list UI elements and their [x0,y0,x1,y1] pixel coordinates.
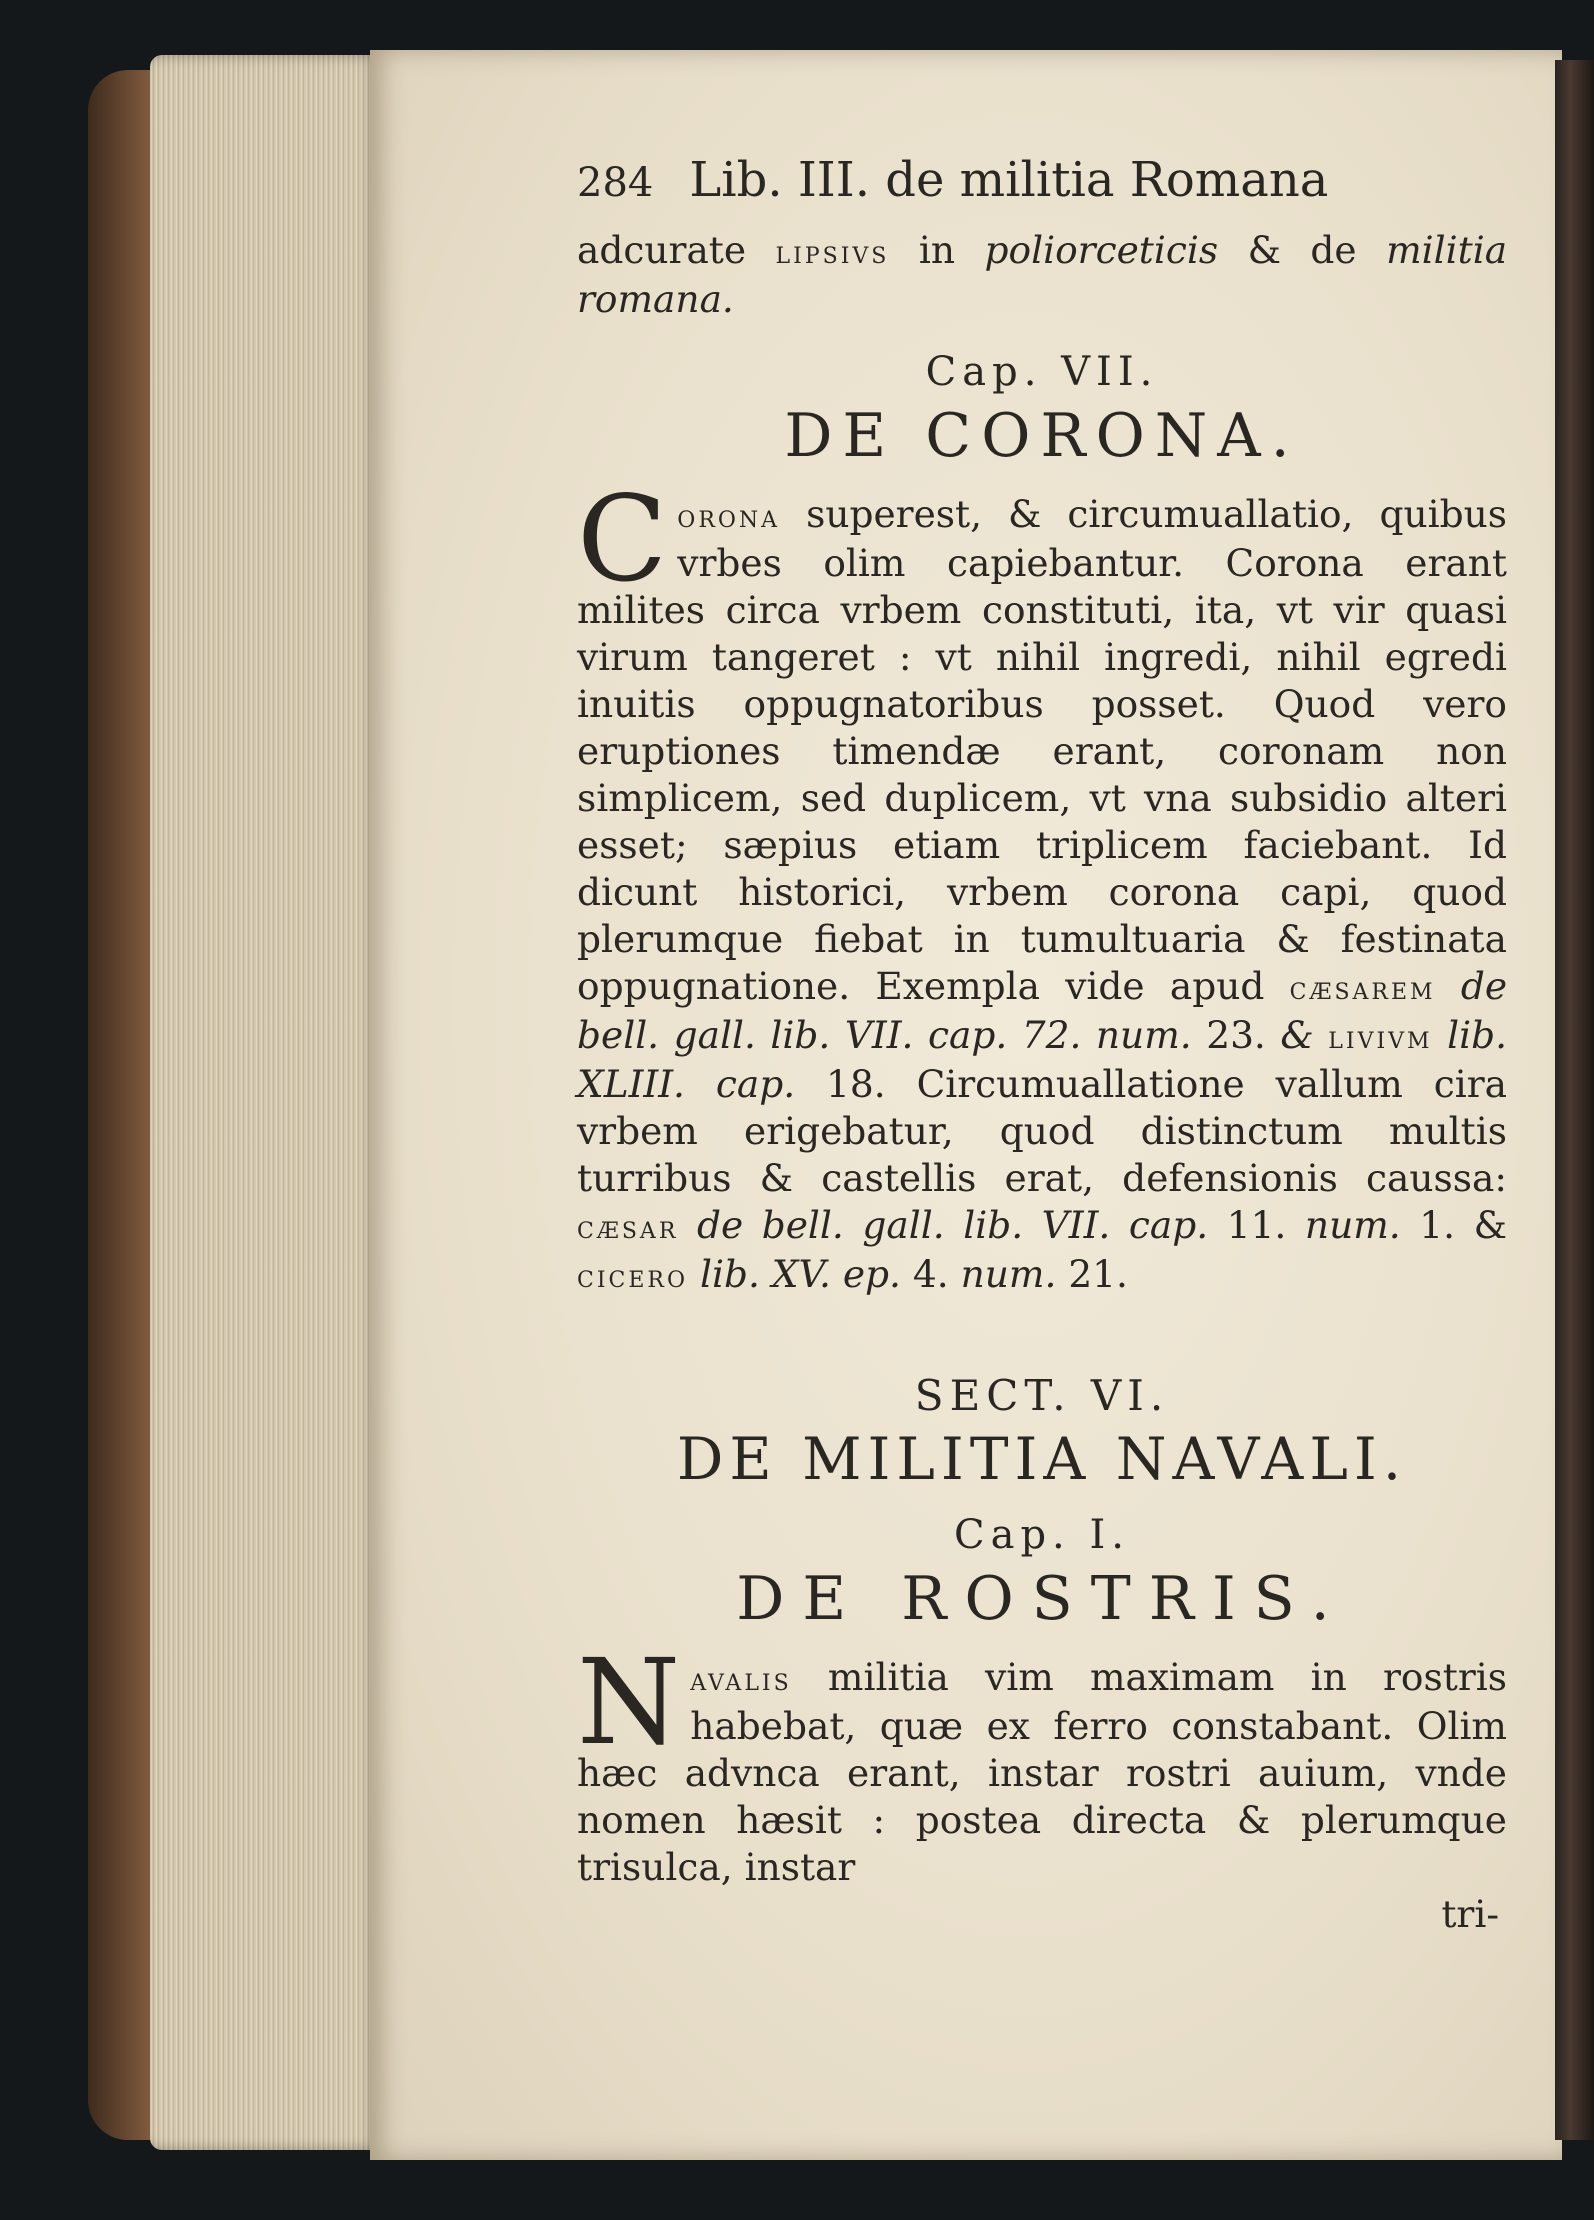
intro-text: adcurate [577,228,747,272]
author-name: lipsivs [775,233,890,271]
page-content [577,150,1507,1938]
section-label: SECT. VI. [914,1371,1170,1420]
conjunction: & [1280,1013,1314,1057]
page-number: 284 [577,160,654,206]
work-title: militia romana. [577,228,1508,321]
conjunction: & [1473,1203,1508,1247]
drop-cap: N [577,1633,681,1771]
chapter-label: Cap. VII. [925,349,1159,395]
body-text: Circumuallatione vallum cira vrbem erigebatur, quod distinctum multis turribus & castellis erat, defensionis caussa: [577,1062,1508,1200]
body-text: militia vim maximam in rostris habebat, quæ ex ferro constabant. Olim hæc advnca erant, instar rostri auium, vnde nomen hæsit : postea directa & plerumque trisulca, instar [577,1655,1507,1889]
facing-page-edge [1555,60,1594,2140]
drop-cap: C [577,470,668,608]
running-head [577,150,1507,213]
intro-paragraph [577,227,1507,323]
lead-word: orona [677,497,781,535]
citation: de bell. gall. lib. VII. cap. 72. num. [577,964,1508,1057]
author-name: livivm [1328,1018,1433,1056]
citation-number: 23. [1206,1013,1266,1057]
citation: lib. XV. ep. [699,1252,901,1296]
chapter-label: Cap. I. [953,1512,1130,1558]
citation: num. [1304,1203,1401,1247]
citation-number: 1. [1419,1203,1456,1247]
catchword: tri- [1441,1892,1499,1936]
citation: de bell. gall. lib. VII. cap. [696,1203,1209,1247]
author-name: cicero [577,1257,689,1295]
author-name: cæsar [577,1208,679,1246]
citation: num. [960,1252,1057,1296]
lead-word: avalis [690,1660,792,1698]
body-text: superest, & circumuallatio, quibus vrbes olim capiebantur. Corona erant milites circa vrbem constituti, ita, vt vir quasi virum tangeret : vt nihil ingredi, nihil egredi inuitis oppugnatoribus posset. Quod vero eruptiones timendæ erant, coronam non simplicem, sed duplicem, vt vna subsidio alteri esset; sæpius etiam triplicem faciebant. Id dicunt historici, vrbem corona capi, quod plerumque fiebat in tumultuaria & festinata oppugnatione. Exempla vide apud [577,492,1507,1008]
chapter-title: DE CORONA. [784,401,1300,471]
intro-text: & de [1247,228,1357,272]
author-name: cæsarem [1289,969,1436,1007]
page-edges [150,55,380,2150]
work-title: poliorceticis [984,228,1219,272]
citation-number: 21. [1068,1252,1128,1296]
citation-number: 4. [912,1252,949,1296]
section-title: DE MILITIA NAVALI. [676,1425,1408,1493]
citation: lib. XLIII. cap. [577,1013,1508,1106]
citation-number: 18. [826,1062,886,1106]
intro-text: in [918,228,956,272]
chapter-body [577,1633,1507,1891]
citation-number: 11. [1226,1203,1287,1247]
chapter-body [577,470,1508,1300]
chapter-title: DE ROSTRIS. [736,1564,1348,1634]
running-title: Lib. III. de militia Romana [689,152,1329,208]
